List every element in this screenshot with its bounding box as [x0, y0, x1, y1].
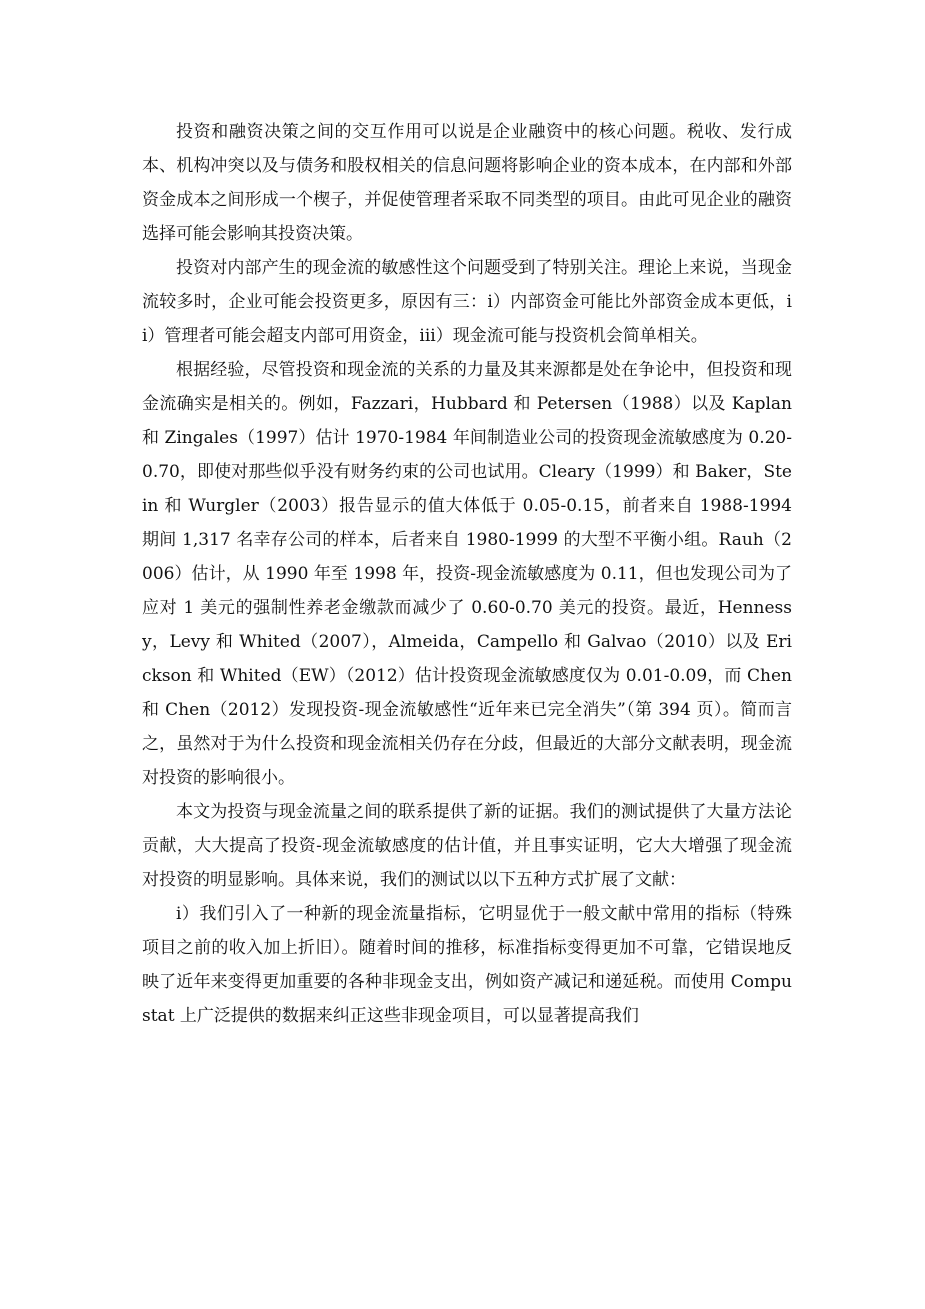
paragraph-3: 根据经验，尽管投资和现金流的关系的力量及其来源都是处在争论中，但投资和现金流确实是相关的。例如，Fazzari，Hubbard 和 Petersen（1988）以及 Kaplan 和 Zingales（1997）估计 1970-1984 年间制造业公司的投资现金流敏感度为 0.20-0.70，即使对那些似乎没有财务约束的公司也试用。Cleary（1999）和 Baker，Stein 和 Wurgler（2003）报告显示的值大体低于 0.05-0.15，前者来自 1988-1994 期间 1,317 名幸存公司的样本，后者来自 1980-1999 的大型不平衡小组。Rauh（2006）估计，从 1990 年至 1998 年，投资-现金流敏感度为 0.11，但也发现公司为了应对 1 美元的强制性养老金缴款而减少了 0.60-0.70 美元的投资。最近，Hennessy，Levy 和 Whited（2007），Almeida，Campello 和 Galvao（2010）以及 Erickson 和 Whited（EW）（2012）估计投资现金流敏感度仅为 0.01-0.09，而 Chen 和 Chen（2012）发现投资-现金流敏感性“近年来已完全消失”（第 394 页）。简而言之，虽然对于为什么投资和现金流相关仍存在分歧，但最近的大部分文献表明，现金流对投资的影响很小。	[142, 360, 792, 788]
body-text	[142, 115, 792, 1033]
paragraph-5: i）我们引入了一种新的现金流量指标，它明显优于一般文献中常用的指标（特殊项目之前的收入加上折旧）。随着时间的推移，标准指标变得更加不可靠，它错误地反映了近年来变得更加重要的各种非现金支出，例如资产减记和递延税。而使用 Compustat 上广泛提供的数据来纠正这些非现金项目，可以显著提高我们	[142, 904, 792, 1026]
paragraph-2: 投资对内部产生的现金流的敏感性这个问题受到了特别关注。理论上来说，当现金流较多时，企业可能会投资更多，原因有三：i）内部资金可能比外部资金成本更低，ii）管理者可能会超支内部可用资金，iii）现金流可能与投资机会简单相关。	[142, 258, 792, 346]
paragraph-1: 投资和融资决策之间的交互作用可以说是企业融资中的核心问题。税收、发行成本、机构冲突以及与债务和股权相关的信息问题将影响企业的资本成本，在内部和外部资金成本之间形成一个楔子，并促使管理者采取不同类型的项目。由此可见企业的融资选择可能会影响其投资决策。	[142, 122, 792, 244]
paragraph-4: 本文为投资与现金流量之间的联系提供了新的证据。我们的测试提供了大量方法论贡献，大大提高了投资-现金流敏感度的估计值，并且事实证明，它大大增强了现金流对投资的明显影响。具体来说，我们的测试以以下五种方式扩展了文献：	[142, 802, 792, 890]
